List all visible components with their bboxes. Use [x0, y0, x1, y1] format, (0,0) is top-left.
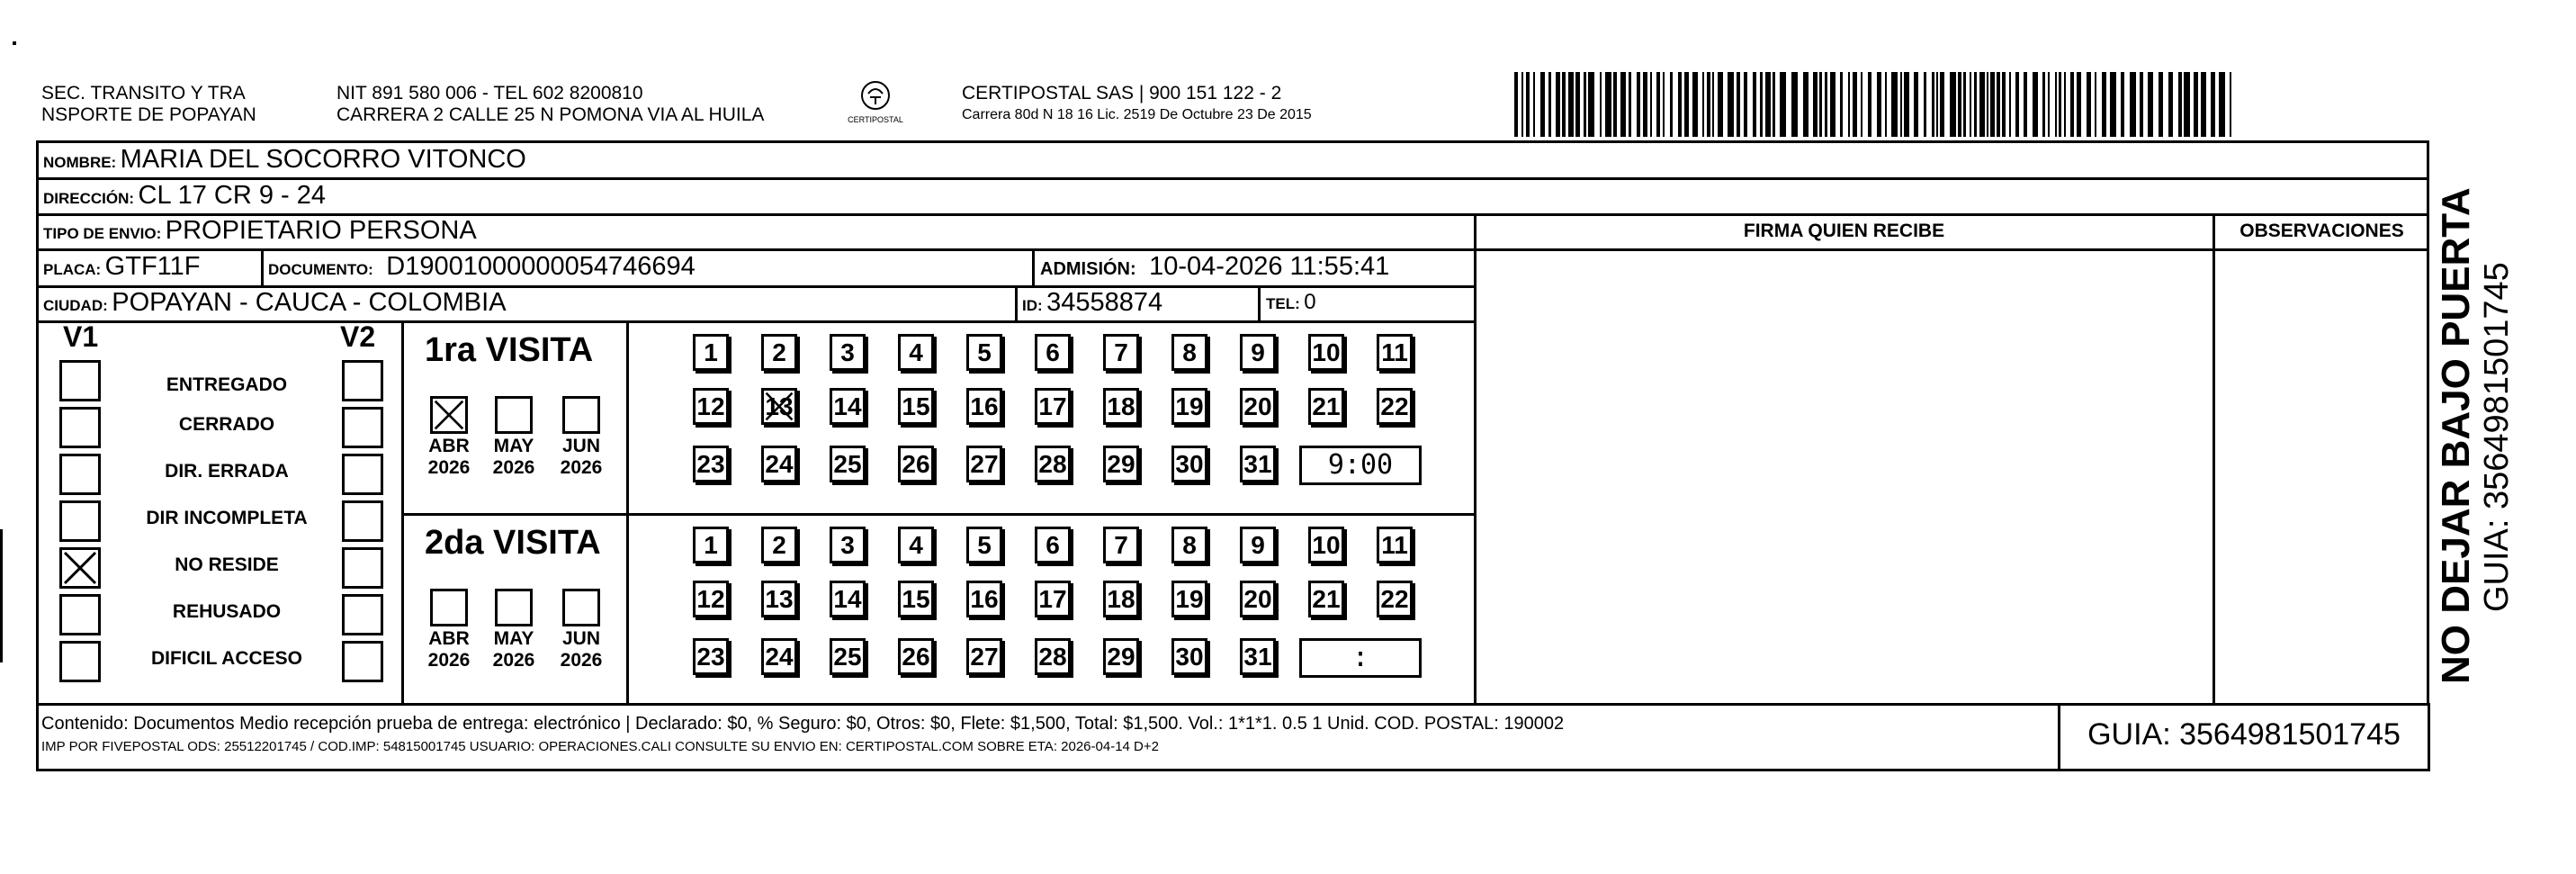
status-label: DIFICIL ACCESO: [150, 648, 302, 669]
month-label: ABR: [428, 436, 470, 456]
divider: [1032, 248, 1035, 286]
barcode-bar: [1588, 72, 1594, 137]
barcode-bar: [1629, 72, 1631, 137]
barcode-bar: [1718, 72, 1723, 137]
barcode-bar: [1848, 72, 1850, 137]
certipostal-logo: [848, 77, 903, 128]
day-box[interactable]: 21: [1308, 388, 1344, 425]
barcode-bar: [1514, 72, 1518, 137]
barcode-bar: [2033, 72, 2038, 137]
barcode-bar: [1825, 72, 1827, 137]
barcode-bar: [1900, 72, 1902, 137]
barcode-bar: [2178, 72, 2182, 137]
barcode-bar: [1979, 72, 1985, 137]
time-field[interactable]: 9:00: [1299, 446, 1422, 485]
ciudad-label: CIUDAD:: [43, 297, 108, 314]
barcode-bar: [1650, 72, 1652, 137]
barcode-bar: [1744, 72, 1747, 137]
barcode-bar: [1840, 72, 1843, 137]
status-label: NO RESIDE: [175, 554, 279, 575]
day-box[interactable]: 6: [1035, 334, 1071, 371]
barcode-bar: [1562, 72, 1566, 137]
v2-checkbox[interactable]: [342, 641, 383, 682]
day-box[interactable]: 14: [830, 581, 866, 617]
barcode-bar: [1765, 72, 1771, 137]
tel-label: TEL:: [1266, 295, 1300, 312]
barcode-bar: [1868, 72, 1871, 137]
year-label: 2026: [560, 457, 603, 478]
placa-label: PLACA:: [43, 261, 102, 278]
barcode-bar: [1853, 72, 1857, 137]
footer-print-line: IMP POR FIVEPOSTAL ODS: 25512201745 / COD.IMP: 54815001745 USUARIO: OPERACIONES.CALI CONSULTE SU ENVIO EN: CERTIPOSTAL.COM SOBRE ETA: 2026-04-14 D+2: [41, 739, 1159, 754]
v2-checkbox[interactable]: [342, 360, 383, 401]
barcode-bar: [1707, 72, 1710, 137]
barcode-bar: [2059, 72, 2061, 137]
placa-value: GTF11F: [104, 252, 201, 281]
barcode-bar: [1678, 72, 1682, 137]
barcode-bar: [2121, 72, 2124, 137]
barcode-bar: [2024, 72, 2027, 137]
company-line: CERTIPOSTAL SAS | 900 151 122 - 2: [962, 83, 1282, 104]
year-label: 2026: [427, 650, 471, 671]
direccion-value: CL 17 CR 9 - 24: [138, 181, 326, 210]
day-box[interactable]: 12: [693, 581, 729, 617]
day-box[interactable]: 16: [966, 388, 1002, 425]
barcode-bar: [1712, 72, 1714, 137]
barcode: [1514, 72, 2243, 137]
barcode-bar: [1760, 72, 1763, 137]
barcode-bar: [2110, 72, 2116, 137]
day-box[interactable]: 25: [830, 638, 866, 675]
barcode-bar: [1600, 72, 1602, 137]
nombre-row: [43, 145, 526, 178]
visit-title: 2da VISITA: [425, 524, 601, 562]
barcode-bar: [1620, 72, 1626, 137]
status-label: REHUSADO: [172, 601, 282, 622]
day-box[interactable]: 9: [1240, 527, 1276, 563]
day-box[interactable]: 24: [761, 638, 797, 675]
day-box[interactable]: 1: [693, 527, 729, 563]
barcode-bar: [2194, 72, 2198, 137]
day-box[interactable]: 19: [1171, 581, 1207, 617]
barcode-bar: [2002, 72, 2006, 137]
barcode-bar: [1540, 72, 1545, 137]
day-box[interactable]: 30: [1171, 638, 1207, 675]
day-box[interactable]: 25: [830, 446, 866, 482]
barcode-bar: [1914, 72, 1918, 137]
nombre-value: MARIA DEL SOCORRO VITONCO: [120, 145, 526, 174]
svg-text:CERTIPOSTAL: CERTIPOSTAL: [848, 115, 903, 124]
v2-header: V2: [340, 320, 376, 353]
barcode-bar: [1924, 72, 1926, 137]
barcode-bar: [2201, 72, 2206, 137]
v2-checkbox[interactable]: [342, 594, 383, 635]
status-label: DIR. ERRADA: [165, 461, 289, 482]
day-box[interactable]: 15: [898, 388, 934, 425]
day-box[interactable]: 23: [693, 446, 729, 482]
barcode-bar: [1803, 72, 1809, 137]
day-box[interactable]: 26: [898, 638, 934, 675]
day-box[interactable]: 5: [966, 334, 1002, 371]
day-box[interactable]: 11: [1377, 527, 1413, 563]
day-box[interactable]: 31: [1240, 446, 1276, 482]
v1-checkbox[interactable]: [59, 360, 101, 401]
barcode-bar: [2130, 72, 2136, 137]
year-label: 2026: [492, 650, 535, 671]
barcode-bar: [2015, 72, 2019, 137]
firma-header: FIRMA QUIEN RECIBE: [1743, 221, 1945, 241]
day-box[interactable]: 5: [966, 527, 1002, 563]
barcode-bar: [1575, 72, 1580, 137]
v1-checkbox[interactable]: [59, 594, 101, 635]
barcode-bar: [1684, 72, 1689, 137]
ciudad-value: POPAYAN - CAUCA - COLOMBIA: [112, 288, 507, 317]
day-box[interactable]: 7: [1103, 527, 1139, 563]
ciudad-row: [43, 288, 507, 321]
day-box[interactable]: 18: [1103, 388, 1139, 425]
barcode-bar: [2070, 72, 2074, 137]
barcode-bar: [2042, 72, 2045, 137]
divider: [1015, 285, 1018, 321]
month-label: JUN: [561, 436, 600, 456]
day-box[interactable]: 3: [830, 527, 866, 563]
barcode-bar: [1568, 72, 1574, 137]
status-label: DIR INCOMPLETA: [146, 508, 308, 528]
admision-row: [1040, 252, 1389, 285]
barcode-bar: [1974, 72, 1977, 137]
v2-checkbox[interactable]: [342, 407, 383, 448]
barcode-bar: [1702, 72, 1704, 137]
barcode-bar: [2211, 72, 2215, 137]
id-label: ID:: [1022, 297, 1043, 314]
day-box[interactable]: 2: [761, 527, 797, 563]
barcode-bar: [1773, 72, 1775, 137]
v1-checkbox[interactable]: [59, 454, 101, 495]
barcode-bar: [2184, 72, 2190, 137]
day-box[interactable]: 13: [761, 388, 797, 425]
barcode-bar: [2148, 72, 2153, 137]
barcode-bar: [1670, 72, 1673, 137]
barcode-bar: [1643, 72, 1647, 137]
barcode-bar: [2048, 72, 2050, 137]
divider: [2212, 213, 2215, 706]
year-label: 2026: [427, 457, 471, 478]
month-checkbox[interactable]: [562, 589, 600, 626]
barcode-bar: [2055, 72, 2057, 137]
v1-header: V1: [63, 320, 99, 353]
barcode-bar: [1692, 72, 1698, 137]
direccion-row: [43, 181, 326, 214]
barcode-bar: [1830, 72, 1836, 137]
status-label: ENTREGADO: [166, 374, 288, 395]
margin-mark: [0, 529, 3, 662]
day-box[interactable]: 13: [761, 581, 797, 617]
barcode-bar: [1932, 72, 1934, 137]
day-box[interactable]: 8: [1171, 527, 1207, 563]
day-box[interactable]: 26: [898, 446, 934, 482]
barcode-bar: [2159, 72, 2163, 137]
day-box[interactable]: 14: [830, 388, 866, 425]
id-value: 34558874: [1046, 288, 1163, 317]
time-field[interactable]: :: [1299, 638, 1422, 678]
placa-row: [43, 252, 200, 285]
barcode-bar: [1861, 72, 1862, 137]
divider: [1474, 213, 1476, 706]
barcode-bar: [1780, 72, 1786, 137]
day-box[interactable]: 20: [1240, 581, 1276, 617]
day-box[interactable]: 31: [1240, 638, 1276, 675]
day-box[interactable]: 28: [1035, 446, 1071, 482]
documento-row: [268, 252, 696, 285]
day-box[interactable]: 22: [1377, 388, 1413, 425]
barcode-bar: [1970, 72, 1971, 137]
barcode-bar: [1533, 72, 1535, 137]
nit-line: NIT 891 580 006 - TEL 602 8200810: [337, 83, 643, 104]
barcode-bar: [2087, 72, 2091, 137]
barcode-bar: [1990, 72, 1995, 137]
barcode-bar: [1819, 72, 1822, 137]
documento-label: DOCUMENTO:: [268, 261, 373, 278]
divider: [1258, 285, 1261, 321]
month-label: ABR: [428, 628, 470, 649]
visit-title: 1ra VISITA: [425, 331, 594, 369]
day-box[interactable]: 29: [1103, 446, 1139, 482]
v2-checkbox[interactable]: [342, 547, 383, 589]
v2-checkbox[interactable]: [342, 454, 383, 495]
tipo-envio-row: [43, 216, 477, 249]
direccion-label: DIRECCIÓN:: [43, 190, 135, 207]
barcode-bar: [1584, 72, 1586, 137]
day-box[interactable]: 21: [1308, 581, 1344, 617]
day-box[interactable]: 9: [1240, 334, 1276, 371]
day-box[interactable]: 11: [1377, 334, 1413, 371]
barcode-bar: [1885, 72, 1887, 137]
day-box[interactable]: 27: [966, 446, 1002, 482]
id-row: [1022, 288, 1162, 321]
barcode-bar: [1556, 72, 1560, 137]
day-box[interactable]: 27: [966, 638, 1002, 675]
barcode-bar: [1656, 72, 1660, 137]
day-box[interactable]: 19: [1171, 388, 1207, 425]
day-box[interactable]: 15: [898, 581, 934, 617]
tel-row: [1266, 288, 1316, 320]
day-box[interactable]: 10: [1308, 527, 1344, 563]
footer-content-line: Contenido: Documentos Medio recepción prueba de entrega: electrónico | Declarado: $0, % Seguro: $0, Otros: $0, Flete: $1,500, Total: $1,500. Vol.: 1*1*1. 0.5 1 Unid. COD. POSTAL: 190002: [41, 714, 1565, 734]
month-label: MAY: [493, 436, 534, 456]
day-box[interactable]: 1: [693, 334, 729, 371]
documento-value: D19001000000054746694: [386, 252, 696, 281]
barcode-bar: [2140, 72, 2143, 137]
divider: [36, 703, 39, 771]
address-line: CARRERA 2 CALLE 25 N POMONA VIA AL HUILA: [337, 104, 765, 125]
month-label: JUN: [561, 628, 600, 649]
nombre-label: NOMBRE:: [43, 154, 117, 171]
day-box[interactable]: 8: [1171, 334, 1207, 371]
day-box[interactable]: 20: [1240, 388, 1276, 425]
tipo-envio-label: TIPO DE ENVIO:: [43, 225, 162, 242]
day-box[interactable]: 16: [966, 581, 1002, 617]
barcode-bar: [2230, 72, 2231, 137]
barcode-bar: [1963, 72, 1966, 137]
barcode-bar: [1548, 72, 1551, 137]
month-label: MAY: [493, 628, 534, 649]
barcode-bar: [1605, 72, 1611, 137]
company-block: [962, 83, 1312, 124]
divider: [36, 769, 2429, 771]
barcode-bar: [2102, 72, 2106, 137]
no-dejar-bajo-puerta: NO DEJAR BAJO PUERTA: [2434, 187, 2478, 684]
day-box[interactable]: 7: [1103, 334, 1139, 371]
tel-value: 0: [1304, 290, 1316, 314]
v1-checkbox[interactable]: [59, 407, 101, 448]
day-box[interactable]: 22: [1377, 581, 1413, 617]
barcode-bar: [1613, 72, 1617, 137]
month-checkbox[interactable]: [562, 396, 600, 434]
barcode-bar: [1813, 72, 1818, 137]
admision-value: 10-04-2026 11:55:41: [1149, 252, 1390, 281]
observaciones-header: OBSERVACIONES: [2239, 221, 2404, 241]
barcode-bar: [1997, 72, 2000, 137]
barcode-bar: [2009, 72, 2011, 137]
barcode-bar: [1521, 72, 1523, 137]
month-checkbox[interactable]: [495, 589, 533, 626]
day-box[interactable]: 30: [1171, 446, 1207, 482]
divider: [261, 248, 264, 286]
barcode-bar: [1663, 72, 1665, 137]
admision-label: ADMISIÓN:: [1040, 259, 1136, 279]
barcode-bar: [1737, 72, 1740, 137]
day-box[interactable]: 24: [761, 446, 797, 482]
status-label: CERRADO: [178, 414, 275, 435]
barcode-bar: [2077, 72, 2081, 137]
barcode-bar: [1728, 72, 1734, 137]
barcode-bar: [1791, 72, 1798, 137]
day-box[interactable]: 12: [693, 388, 729, 425]
v1-checkbox[interactable]: [59, 547, 101, 589]
year-label: 2026: [492, 457, 535, 478]
barcode-bar: [1637, 72, 1640, 137]
day-box[interactable]: 10: [1308, 334, 1344, 371]
day-box[interactable]: 28: [1035, 638, 1071, 675]
issuer-line-1: SEC. TRANSITO Y TRA: [41, 83, 246, 104]
barcode-bar: [1891, 72, 1898, 137]
issuer-line-2: NSPORTE DE POPAYAN: [41, 104, 256, 125]
day-box[interactable]: 3: [830, 334, 866, 371]
barcode-bar: [1987, 72, 1988, 137]
barcode-bar: [1936, 72, 1938, 137]
day-box[interactable]: 23: [693, 638, 729, 675]
divider: [401, 513, 1476, 516]
month-checkbox[interactable]: [495, 396, 533, 434]
day-box[interactable]: 18: [1103, 581, 1139, 617]
side-guia: GUIA: 3564981501745: [2478, 262, 2516, 612]
v1-checkbox[interactable]: [59, 641, 101, 682]
barcode-bar: [1526, 72, 1530, 137]
day-box[interactable]: 29: [1103, 638, 1139, 675]
barcode-bar: [2168, 72, 2173, 137]
year-label: 2026: [560, 650, 603, 671]
day-box[interactable]: 4: [898, 527, 934, 563]
day-box[interactable]: 17: [1035, 388, 1071, 425]
day-box[interactable]: 2: [761, 334, 797, 371]
barcode-bar: [1904, 72, 1909, 137]
month-checkbox[interactable]: [430, 396, 468, 434]
barcode-bar: [1753, 72, 1756, 137]
sender-block: [337, 83, 764, 126]
day-box[interactable]: 6: [1035, 527, 1071, 563]
v1-checkbox[interactable]: [59, 500, 101, 542]
barcode-bar: [1877, 72, 1881, 137]
month-checkbox[interactable]: [430, 589, 468, 626]
v2-checkbox[interactable]: [342, 500, 383, 542]
barcode-bar: [1950, 72, 1956, 137]
barcode-bar: [1940, 72, 1944, 137]
issuer-block: [41, 83, 256, 126]
company-sub-line: Carrera 80d N 18 16 Lic. 2519 De Octubre 23 De 2015: [962, 107, 1312, 122]
margin-dot: [13, 41, 16, 45]
footer-guia: GUIA: 3564981501745: [2058, 703, 2430, 771]
day-box[interactable]: 17: [1035, 581, 1071, 617]
barcode-bar: [2064, 72, 2066, 137]
barcode-bar: [2095, 72, 2096, 137]
day-box[interactable]: 4: [898, 334, 934, 371]
tipo-envio-value: PROPIETARIO PERSONA: [165, 216, 477, 245]
barcode-bar: [1958, 72, 1961, 137]
barcode-bar: [2219, 72, 2225, 137]
